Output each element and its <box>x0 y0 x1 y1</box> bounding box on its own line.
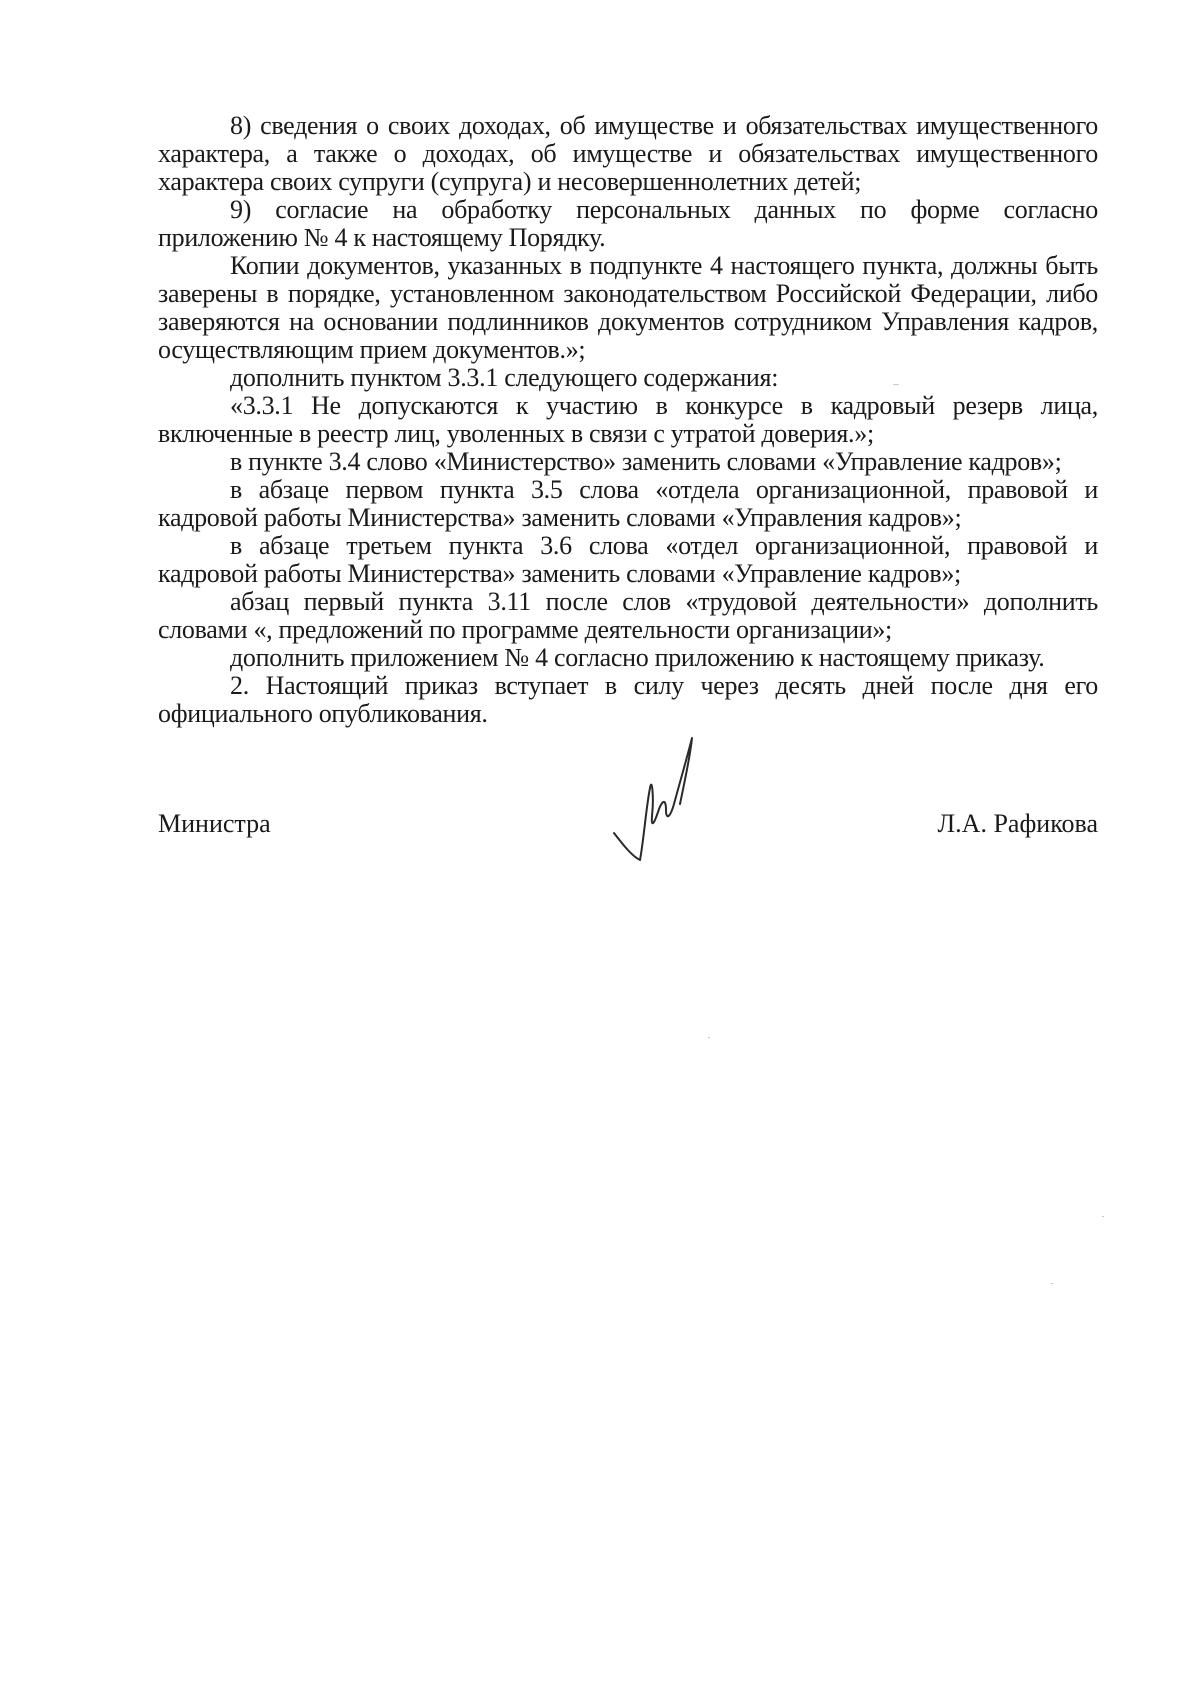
paragraph-item-9: 9) согласие на обработку персональных данных по форме согласно приложению № 4 к настоящему Порядку. <box>158 195 1098 252</box>
paragraph-3-4: в пункте 3.4 слово «Министерство» заменить словами «Управление кадров»; <box>230 447 1062 476</box>
paragraph-3-11: абзац первый пункта 3.11 после слов «трудовой деятельности» дополнить словами «, предложений по программе деятельности организации»; <box>158 587 1098 644</box>
paragraph-effective-date: 2. Настоящий приказ вступает в силу через десять дней после дня его официального опубликования. <box>158 671 1098 728</box>
paragraph-add-3-3-1: дополнить пунктом 3.3.1 следующего содержания: <box>230 363 779 392</box>
handwritten-signature-icon <box>610 728 720 868</box>
signatory-position: Министра <box>158 809 271 838</box>
paragraph-appendix-4: дополнить приложением № 4 согласно приложению к настоящему приказу. <box>230 643 1045 672</box>
paragraph-item-8: 8) сведения о своих доходах, об имуществе и обязательствах имущественного характера, а также о доходах, об имуществе и обязательствах имущественного характера своих супруги (супруга) и несовершеннолетних детей; <box>158 111 1098 196</box>
signatory-name: Л.А. Рафикова <box>937 809 1098 838</box>
paragraph-3-6: в абзаце третьем пункта 3.6 слова «отдел организационной, правовой и кадровой работы Министерства» заменить словами «Управление кадров»; <box>158 531 1098 588</box>
paragraph-quote-3-3-1: «3.3.1 Не допускаются к участию в конкурсе в кадровый резерв лица, включенные в реестр лиц, уволенных в связи с утратой доверия.»; <box>158 391 1098 448</box>
scan-speck <box>1102 1216 1104 1217</box>
paragraph-3-5: в абзаце первом пункта 3.5 слова «отдела организационной, правовой и кадровой работы Министерства» заменить словами «Управления кадров»; <box>158 475 1098 532</box>
paragraph-copies: Копии документов, указанных в подпункте 4 настоящего пункта, должны быть заверены в порядке, установленном законодательством Российской Федерации, либо заверяются на основании подлинников документов сотрудником Управления кадров, осуществляющим прием документов.»; <box>158 251 1098 364</box>
scan-speck <box>893 384 899 385</box>
scan-speck <box>708 1037 710 1038</box>
document-body <box>158 112 1098 728</box>
scan-speck <box>1051 1283 1053 1284</box>
